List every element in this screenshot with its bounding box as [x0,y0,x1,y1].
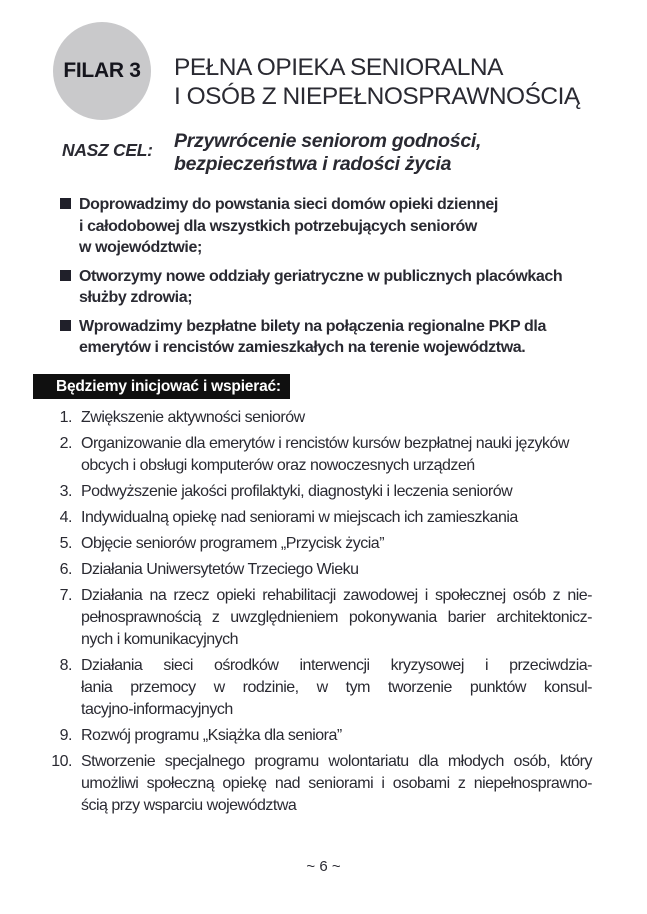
initiative-item [45,533,592,555]
initiative-text: Zwiększenie aktywności seniorów [81,409,305,426]
pillar-badge [53,22,151,120]
initiative-item [45,751,592,817]
commitment-item [60,194,594,259]
initiative-number: 9. [59,727,72,744]
pillar-badge-label: FILAR 3 [63,59,141,82]
page-number: ~ 6 ~ [306,858,341,875]
initiative-text: Objęcie seniorów programem „Przycisk życia” [81,535,385,552]
square-bullet-icon [60,198,71,209]
initiative-number: 10. [51,753,72,770]
commitment-item [60,266,594,309]
initiative-text: Podwyższenie jakości profilaktyki, diagnostyki i leczenia seniorów [81,483,513,500]
initiative-item [45,655,592,721]
initiative-text: Rozwój programu „Książka dla seniora” [81,727,342,744]
square-bullet-icon [60,270,71,281]
initiative-item [45,585,592,651]
commitment-text: Otworzymy nowe oddziały geriatryczne w publicznych placówkach służby zdrowia; [79,267,563,306]
initiative-number: 3. [59,483,72,500]
initiative-text: Działania na rzecz opieki rehabilitacji zawodowej i społecznej osób z nie- pełnosprawnością z uwzględnieniem pokonywania barier architektonicz- nych i komunikacyjnych [81,587,592,648]
initiative-text: Stworzenie specjalnego programu wolontariatu dla młodych osób, który umożliwi społeczną opiekę nad seniorami i osobami z niepełnosprawno- ścią przy wsparciu województwa [81,753,592,814]
initiative-number: 5. [59,535,72,552]
initiative-number: 4. [59,509,72,526]
initiative-text: Działania Uniwersytetów Trzeciego Wieku [81,561,359,578]
initiative-text: Indywidualną opiekę nad seniorami w miejscach ich zamieszkania [81,509,518,526]
initiative-item [45,433,592,477]
initiative-number: 7. [59,587,72,604]
commitment-text: Doprowadzimy do powstania sieci domów opieki dziennej i całodobowej dla wszystkich potrzebujących seniorów w województwie; [79,196,498,256]
commitment-item [60,316,594,359]
initiative-text: Działania sieci ośrodków interwencji kryzysowej i przeciwdzia- łania przemocy w rodzinie, w tym tworzenie punktów konsul- tacyjno-informacyjnych [81,657,592,718]
initiative-item [45,481,592,503]
commitment-text: Wprowadzimy bezpłatne bilety na połączenia regionalne PKP dla emerytów i rencistów zamieszkałych na terenie województwa. [79,317,546,356]
commitments-list [60,194,594,366]
initiatives-list [45,407,592,821]
goal-text: Przywrócenie seniorom godności, bezpieczeństwa i radości życia [174,130,482,175]
goal-label: NASZ CEL: [62,140,153,160]
initiative-number: 6. [59,561,72,578]
initiative-number: 1. [59,409,72,426]
initiative-number: 8. [59,657,72,674]
initiative-text: Organizowanie dla emerytów i rencistów kursów bezpłatnej nauki języków obcych i obsługi komputerów oraz nowoczesnych urządzeń [81,435,569,474]
initiative-item [45,559,592,581]
page-title: PEŁNA OPIEKA SENIORALNA I OSÓB Z NIEPEŁNOSPRAWNOŚCIĄ [174,54,580,110]
initiative-item [45,507,592,529]
initiative-number: 2. [59,435,72,452]
square-bullet-icon [60,320,71,331]
initiative-item [45,725,592,747]
initiative-item [45,407,592,429]
section-banner-label: Będziemy inicjować i wspierać: [56,377,281,395]
section-banner [33,374,290,399]
